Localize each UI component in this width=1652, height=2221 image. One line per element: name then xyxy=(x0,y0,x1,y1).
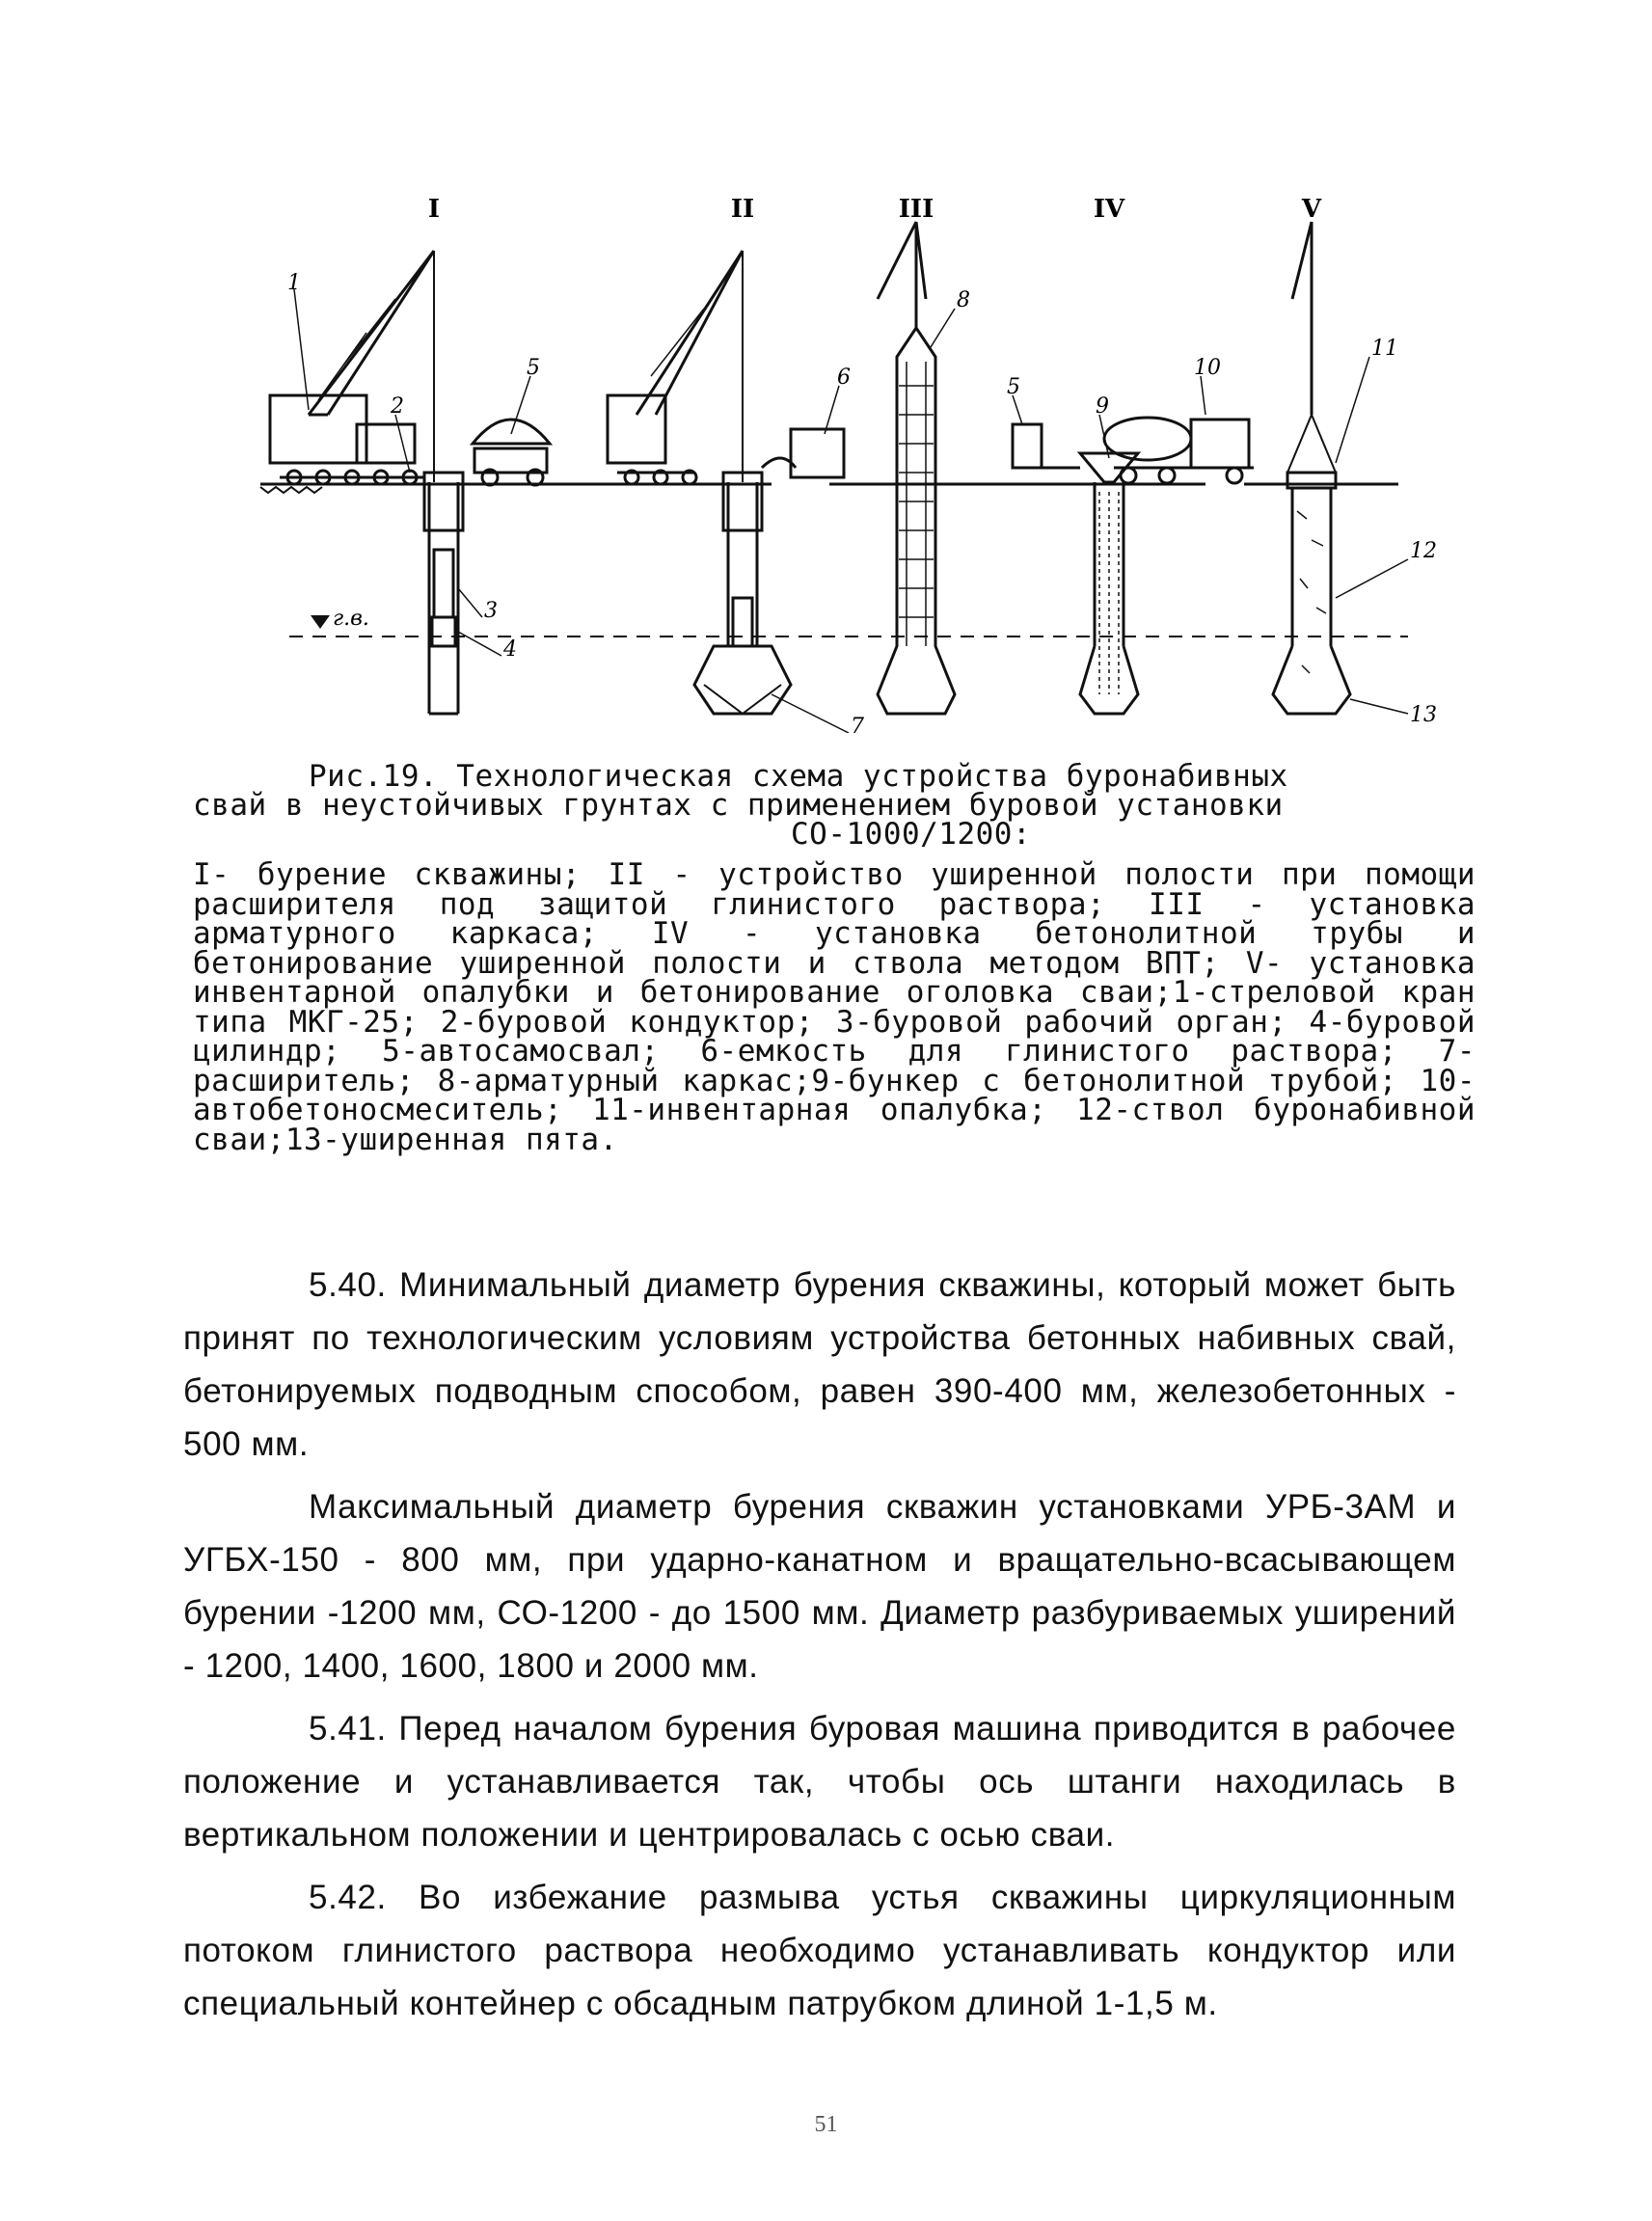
pile-technology-figure xyxy=(251,193,1447,733)
callout-9: 9 xyxy=(1096,394,1109,419)
callout-11: 11 xyxy=(1371,337,1398,361)
body-text xyxy=(183,1259,1456,2040)
paragraph-5-41: 5.41. Перед началом бурения буровая машина приводится в рабочее положение и устанавливается так, чтобы ось штанги находилась в вертикальном положении и центрировалась с осью сваи. xyxy=(183,1710,1456,1854)
crane-stage-5 xyxy=(1292,222,1312,415)
callout-5b: 5 xyxy=(1007,375,1020,399)
callout-8: 8 xyxy=(957,288,970,312)
crane-stage-3 xyxy=(878,222,926,328)
callout-7: 7 xyxy=(851,715,864,733)
callout-10: 10 xyxy=(1194,356,1221,380)
paragraph-5-40: 5.40. Минимальный диаметр бурения скважины, который может быть принят по технологическим условиям устройства бетонных набивных свай, бетонируемых подводным способом, равен 390-400 мм, железобетонных - 500 мм. xyxy=(183,1266,1456,1463)
borehole-stage-1 xyxy=(424,473,463,714)
concrete-pile-stage-4 xyxy=(1080,482,1138,714)
callout-1: 1 xyxy=(287,271,301,295)
callout-13: 13 xyxy=(1410,703,1437,727)
borehole-stage-2 xyxy=(694,473,791,714)
stage-label-2: II xyxy=(730,195,755,224)
concrete-mixer-stage-4 xyxy=(1104,418,1254,483)
paragraph-max-diameter: Максимальный диаметр бурения скважин установками УРБ-3АМ и УГБХ-150 - 800 мм, при ударно-канатном и вращательно-всасывающем бурении -1200 мм, СО-1200 - до 1500 мм. Диаметр разбуриваемых уширений - 1200, 1400, 1600, 1800 и 2000 мм. xyxy=(183,1488,1456,1685)
caption-title-line-1: Рис.19. Технологическая схема устройства буронабивных xyxy=(309,759,1288,794)
caption-title-line-3: СО-1000/1200: xyxy=(791,817,1032,852)
technological-scheme-drawing xyxy=(251,193,1447,733)
crane-stage-2 xyxy=(608,251,743,484)
formwork-pile-stage-5 xyxy=(1273,415,1350,714)
dump-truck-stage-1 xyxy=(473,420,550,485)
clay-tank-stage-2 xyxy=(762,429,844,477)
callout-6: 6 xyxy=(837,366,851,390)
stage-label-4: IV xyxy=(1093,195,1125,224)
callout-2: 2 xyxy=(391,394,404,419)
stage-label-5: V xyxy=(1301,195,1322,224)
callout-5: 5 xyxy=(527,356,540,380)
caption-legend: I- бурение скважины; II - устройство уширенной полости при помощи расширителя под защитой глинистого раствора; III - установка арматурного каркаса; IV - установка бетонолитной трубы и бетонирование уширенной полости и ствола методом ВПТ; V- установка инвентарной опалубки и бетонирование оголовка сваи;1-стреловой кран типа МКГ-25; 2-буровой кондуктор; 3-буровой рабочий орган; 4-буровой цилиндр; 5-автосамосвал; 6-емкость для глинистого раствора; 7-расширитель; 8-арматурный каркас;9-бункер с бетонолитной трубой; 10-автобетоносмеситель; 11-инвентарная опалубка; 12-ствол буронабивной сваи;13-уширенная пята. xyxy=(193,857,1476,1157)
callout-12: 12 xyxy=(1410,539,1437,563)
stage-label-1: I xyxy=(427,195,441,224)
water-level-label: г.в. xyxy=(333,607,369,631)
figure-caption xyxy=(193,759,1476,1157)
paragraph-5-42: 5.42. Во избежание размыва устья скважины циркуляционным потоком глинистого раствора необходимо устанавливать кондуктор или специальный контейнер с обсадным патрубком длиной 1-1,5 м. xyxy=(183,1879,1456,2022)
page-number: 51 xyxy=(814,2112,838,2137)
callout-4: 4 xyxy=(503,637,517,662)
rebar-cage-stage-3 xyxy=(878,328,955,714)
caption-title-line-2: свай в неустойчивых грунтах с применением буровой установки xyxy=(193,788,1284,823)
callout-3: 3 xyxy=(484,599,498,623)
stage-label-3: III xyxy=(898,195,934,224)
